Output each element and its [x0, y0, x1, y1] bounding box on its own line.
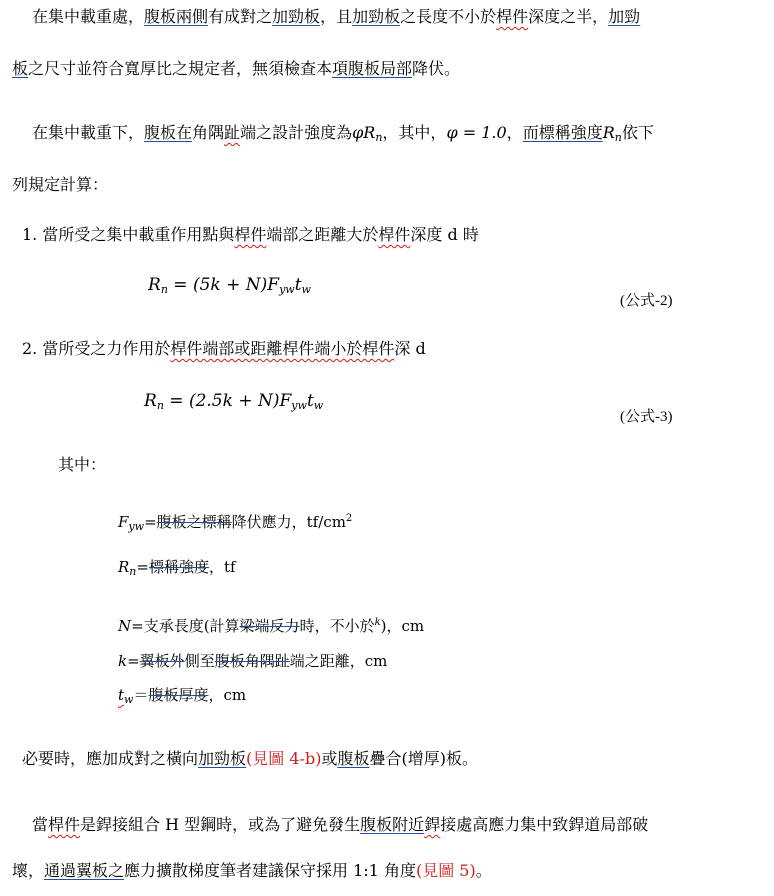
math-t: t — [306, 391, 314, 411]
text-run: = — [136, 558, 149, 576]
math-sub: n — [375, 131, 383, 144]
text-run: 當 — [32, 815, 49, 834]
list-item-1 — [22, 224, 479, 246]
text-run: 壞， — [12, 861, 45, 880]
math-sub: n — [160, 283, 168, 296]
list-item-2 — [22, 338, 426, 360]
math-k: k — [118, 652, 128, 670]
text-run: 銲 — [424, 815, 441, 834]
text-run: 。 — [475, 861, 492, 880]
math-r: R — [148, 275, 161, 295]
text-run: 在集中載重下， — [32, 123, 145, 142]
where-label: 其中： — [58, 455, 107, 474]
text-run: 時，不小於 — [299, 617, 375, 635]
text-run: 桿件 — [48, 815, 81, 834]
text-run: 端之距離，cm — [289, 652, 388, 670]
math-sub: w — [313, 399, 324, 412]
paragraph-4-line-1 — [32, 814, 648, 836]
figure-ref: (見圖 4-b) — [246, 749, 322, 768]
math-body: = (2.5k + N)F — [163, 391, 292, 411]
math-sub: w — [301, 283, 311, 296]
text-run: 腹板厚度 — [148, 686, 209, 704]
text-run: ，tf — [208, 558, 236, 576]
text-run: 腹板兩側 — [144, 7, 209, 26]
text-run: )，cm — [380, 617, 425, 635]
text-run: ，且 — [320, 7, 353, 26]
text-run: 有成對之 — [208, 7, 273, 26]
text-run: 梁端反力 — [239, 617, 300, 635]
math-f: F — [118, 513, 129, 531]
text-run: 降伏。 — [412, 59, 461, 78]
math-t: t — [118, 686, 125, 704]
math-sub: yw — [279, 283, 295, 296]
def-rn — [118, 556, 236, 583]
formula-2 — [148, 274, 311, 301]
text-run: 降伏應力，tf/cm — [231, 513, 346, 531]
text-run: =支承長度(計算 — [131, 617, 240, 635]
formula-3 — [144, 390, 323, 417]
paragraph-4-line-2 — [12, 860, 492, 882]
text-run: = — [127, 652, 140, 670]
text-run: 加勁板 — [198, 749, 247, 768]
superscript: 2 — [345, 513, 353, 524]
figure-ref: (見圖 5) — [415, 861, 476, 880]
math-n: N — [118, 617, 132, 635]
text-run: 腹板 — [337, 749, 370, 768]
math-phi-value: φ = 1.0 — [446, 123, 507, 142]
text-run: 趾 — [224, 123, 241, 142]
text-run: 1. 當所受之集中載重作用點與 — [22, 225, 235, 244]
math-r: R — [602, 123, 615, 142]
text-run: 標稱強度 — [148, 558, 209, 576]
text-run: 加勁 — [608, 7, 641, 26]
equation-number-2: (公式-2) — [620, 293, 673, 309]
text-run: 端部之距離大於 — [266, 225, 379, 244]
text-run: 2. 當所受之力作用於 — [22, 339, 171, 358]
text-run: 角隅 — [192, 123, 225, 142]
text-run: 而標稱強度 — [522, 123, 603, 142]
text-run: 桿件端部或距離桿件端小於桿件 — [170, 339, 395, 358]
text-run: 疊合(增厚)板。 — [369, 749, 478, 768]
text-run: = — [144, 513, 157, 531]
math-r: R — [118, 558, 130, 576]
text-run: 桿件 — [234, 225, 267, 244]
text-run: 翼板外 — [139, 652, 185, 670]
paragraph-1-line-1 — [32, 6, 640, 28]
text-run: ，cm — [208, 686, 247, 704]
text-run: 在集中載重處， — [32, 7, 145, 26]
text-run: 或 — [321, 749, 338, 768]
text-run: 項腹板局部 — [332, 59, 413, 78]
paragraph-1-line-2 — [12, 58, 460, 80]
paragraph-2-line-2: 列規定計算： — [12, 175, 109, 194]
math-sub: yw — [291, 399, 307, 412]
math-t: t — [294, 275, 302, 295]
math-sub: n — [156, 399, 164, 412]
text-run: 之尺寸並符合寬厚比之規定者，無須檢查本 — [28, 59, 333, 78]
text-run: 深度 d 時 — [410, 225, 479, 244]
math-sub: yw — [128, 520, 145, 533]
text-run: 桿件 — [378, 225, 411, 244]
text-run: 桿件 — [496, 7, 529, 26]
text-run: ＝ — [133, 686, 149, 704]
text-run: 腹板附近 — [360, 815, 425, 834]
text-run: 端之設計強度為 — [240, 123, 353, 142]
math-k: k — [374, 617, 381, 628]
text-run: 接處高應力集中致銲道局部破 — [440, 815, 649, 834]
math-phi-r: φR — [352, 123, 376, 142]
text-run: 加勁板 — [352, 7, 401, 26]
text-run: ， — [506, 123, 523, 142]
equation-number-3: (公式-3) — [620, 409, 673, 425]
text-run: 之長度不小於 — [400, 7, 497, 26]
text-run: 腹板在 — [144, 123, 193, 142]
math-r: R — [144, 391, 157, 411]
text-run: 應力擴散梯度筆者建議保守採用 1:1 角度 — [124, 861, 416, 880]
text-run: 深 d — [394, 339, 426, 358]
paragraph-3 — [22, 748, 478, 770]
text-run: 加勁板 — [272, 7, 321, 26]
math-sub: n — [129, 565, 137, 578]
math-sub: n — [614, 131, 622, 144]
text-run: 通過翼板之 — [44, 861, 125, 880]
text-run: 腹板角隅趾 — [214, 652, 290, 670]
text-run: 深度之半， — [528, 7, 609, 26]
def-n — [118, 612, 424, 637]
text-run: ，其中， — [382, 123, 447, 142]
math-body: = (5k + N)F — [167, 275, 280, 295]
text-run: 腹板之標稱 — [156, 513, 232, 531]
text-run: 板 — [12, 59, 29, 78]
def-k — [118, 650, 387, 672]
paragraph-2-line-1 — [32, 122, 654, 149]
text-run: 側至 — [184, 652, 215, 670]
text-run: 依下 — [621, 123, 654, 142]
math-sub: w — [124, 693, 134, 706]
text-run: 是銲接組合 H 型鋼時，或為了避免發生 — [80, 815, 361, 834]
text-run: 必要時，應加成對之橫向 — [22, 749, 199, 768]
def-fyw — [118, 508, 352, 538]
def-tw — [118, 684, 246, 711]
